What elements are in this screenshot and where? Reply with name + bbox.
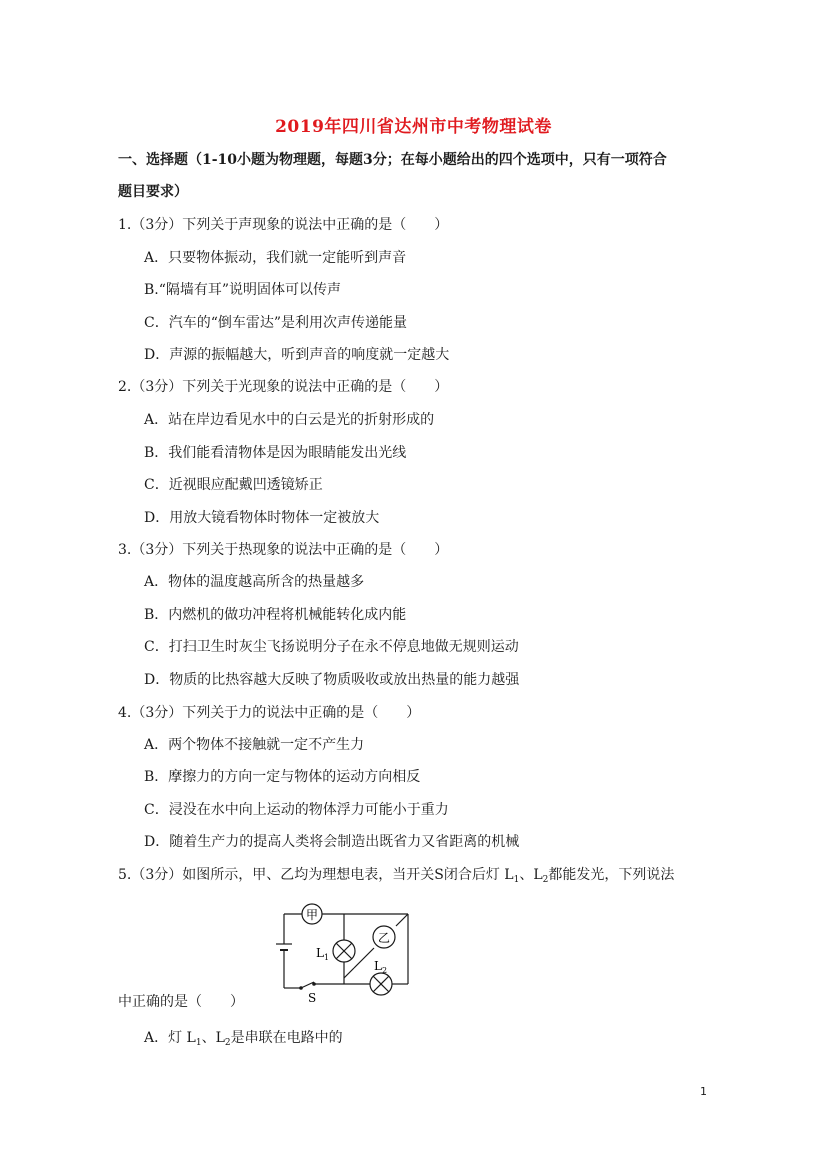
switch-label: S [308,991,317,1005]
lamp-l1-sub: 1 [323,953,330,962]
section-heading-line1: 一、选择题（1-10小题为物理题，每题3分；在每小题给出的四个选项中，只有一项符合 [118,152,667,168]
question-3-option-a: A．物体的温度越高所含的热量越多 [144,574,365,590]
q5-optA-sub-2: 2 [224,1038,231,1048]
meter-b-label: 乙 [377,931,391,945]
question-1-option-d: D．声源的振幅越大，听到声音的响度就一定越大 [144,347,450,363]
q5-optA-sep: 、L [201,1030,225,1046]
q5-optA-sub-1: 1 [195,1038,202,1048]
question-5-option-a [144,1028,343,1048]
circuit-diagram [270,900,420,1005]
q5-optA-text-1: A．灯 L [144,1030,196,1046]
svg-text:L1 [316,946,329,962]
page-number: 1 [700,1085,707,1098]
question-1-option-c: C．汽车的“倒车雷达”是利用次声传递能量 [144,315,408,331]
question-4-option-d: D．随着生产力的提高人类将会制造出既省力又省距离的机械 [144,834,520,850]
question-4-option-b: B．摩擦力的方向一定与物体的运动方向相反 [144,769,421,785]
exam-title: 2019年四川省达州市中考物理试卷 [275,117,552,137]
lamp-l2-label: L [374,959,382,973]
section-heading-line2: 题目要求） [118,184,188,200]
question-3-option-c: C．打扫卫生时灰尘飞扬说明分子在永不停息地做无规则运动 [144,639,519,655]
question-1-option-b: B.“隔墙有耳”说明固体可以传声 [144,282,342,298]
q5-stem-text-2: 都能发光，下列说法 [548,867,675,883]
q5-stem-text-1: 5.（3分）如图所示，甲、乙均为理想电表，当开关S闭合后灯 L [118,867,514,883]
question-2-option-d: D．用放大镜看物体时物体一定被放大 [144,510,380,526]
question-5-stem-continued: 中正确的是（ ） [118,994,244,1010]
question-4-option-c: C．浸没在水中向上运动的物体浮力可能小于重力 [144,802,449,818]
question-2-option-c: C．近视眼应配戴凹透镜矫正 [144,477,323,493]
question-4-stem: 4.（3分）下列关于力的说法中正确的是（ ） [118,705,421,721]
question-2-option-b: B．我们能看清物体是因为眼睛能发出光线 [144,445,407,461]
question-1-option-a: A．只要物体振动，我们就一定能听到声音 [144,250,407,266]
question-1-stem: 1.（3分）下列关于声现象的说法中正确的是（ ） [118,217,449,233]
question-3-option-d: D．物质的比热容越大反映了物质吸收或放出热量的能力越强 [144,672,520,688]
q5-sub-1: 1 [513,875,520,885]
question-3-option-b: B．内燃机的做功冲程将机械能转化成内能 [144,607,407,623]
q5-sub-2: 2 [542,875,549,885]
svg-text:L2 [374,959,387,975]
question-4-option-a: A．两个物体不接触就一定不产生力 [144,737,365,753]
lamp-l1-label: L [316,946,324,960]
question-5-stem [118,865,674,885]
question-2-option-a: A．站在岸边看见水中的白云是光的折射形成的 [144,412,435,428]
lamp-l2-sub: 2 [381,966,388,975]
question-2-stem: 2.（3分）下列关于光现象的说法中正确的是（ ） [118,379,449,395]
question-3-stem: 3.（3分）下列关于热现象的说法中正确的是（ ） [118,542,449,558]
q5-sep: 、L [519,867,543,883]
switch-contact-right [312,982,316,986]
q5-optA-text-2: 是串联在电路中的 [230,1030,343,1046]
meter-a-label: 甲 [305,908,319,922]
switch-lever-icon [301,982,314,988]
